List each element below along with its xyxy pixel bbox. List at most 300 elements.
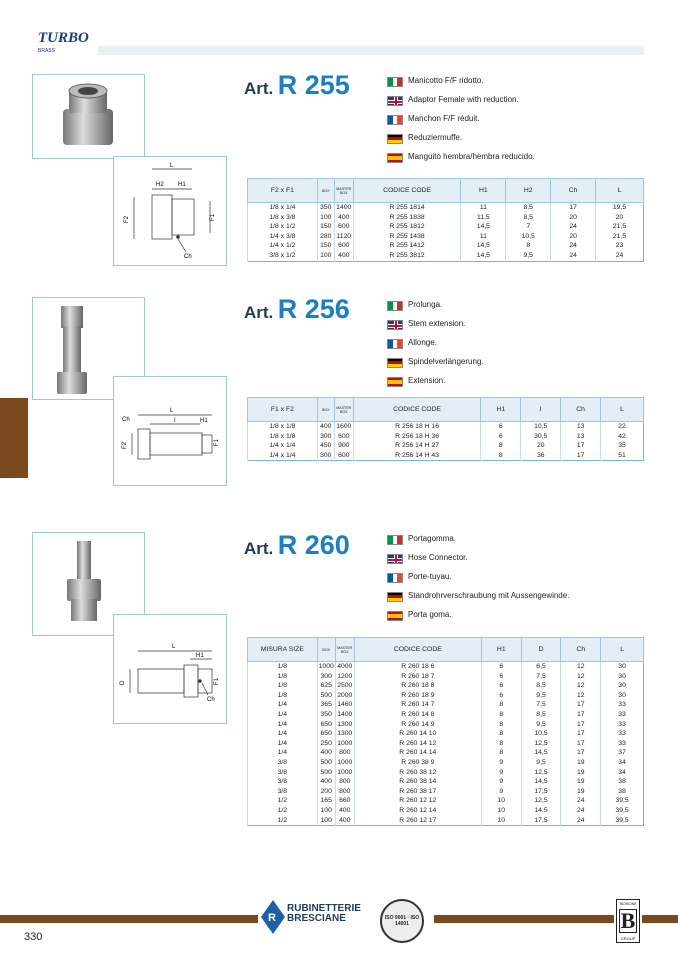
r255-drawing bbox=[114, 157, 226, 265]
table-cell: 1/2 bbox=[248, 816, 318, 826]
logo-sub: BRASS bbox=[38, 48, 55, 54]
table-cell: 350 bbox=[317, 710, 335, 720]
table-cell: 1/4 x 1/4 bbox=[248, 441, 318, 451]
table-cell: 6 bbox=[481, 432, 521, 442]
table-cell: 1/8 bbox=[248, 672, 318, 682]
table-row bbox=[248, 213, 644, 223]
table-cell: 1200 bbox=[337, 672, 353, 680]
table-cell: 200 bbox=[317, 787, 335, 797]
footer-bar-left bbox=[0, 915, 258, 923]
table-cell: 1/8 bbox=[248, 691, 318, 701]
table-cell: 2000 bbox=[337, 691, 353, 699]
table-row bbox=[248, 768, 644, 778]
brand-line1: RUBINETTERIE bbox=[287, 903, 361, 914]
table-cell: 660 bbox=[335, 796, 354, 806]
table-cell: 1000 bbox=[337, 739, 353, 747]
table-cell: 12,5 bbox=[521, 739, 561, 749]
table-cell: 12 bbox=[561, 691, 601, 701]
table-cell: 30 bbox=[601, 672, 644, 682]
table-cell: R 255 1412 bbox=[353, 241, 461, 251]
descriptions-r256 bbox=[387, 296, 484, 391]
table-cell: 6 bbox=[481, 422, 521, 432]
table-row bbox=[248, 222, 644, 232]
table-header-row bbox=[248, 398, 644, 422]
table-cell: 8,5 bbox=[506, 203, 551, 213]
table-cell: 1/4 bbox=[248, 729, 318, 739]
table-cell: 1000 bbox=[337, 758, 353, 766]
spec-table-r256 bbox=[247, 397, 644, 461]
uk-flag-icon bbox=[387, 554, 403, 564]
col-header: Ch bbox=[561, 638, 601, 662]
table-row bbox=[248, 451, 644, 461]
table-header-row bbox=[248, 179, 644, 203]
table-cell: 400 bbox=[317, 777, 335, 787]
table-cell: 100 bbox=[317, 806, 335, 816]
desc-fr: Allonge. bbox=[408, 338, 437, 348]
table-cell: 24 bbox=[551, 251, 596, 261]
col-header: L bbox=[601, 638, 644, 662]
table-cell: 165 bbox=[317, 796, 335, 806]
table-cell: 17 bbox=[551, 203, 596, 213]
dim-f1: F1 bbox=[210, 213, 216, 221]
table-cell: R 260 14 12 bbox=[354, 739, 481, 749]
desc-es: Porta goma. bbox=[408, 610, 452, 620]
table-cell: 500 bbox=[317, 768, 335, 778]
table-cell: 30 bbox=[601, 662, 644, 672]
dim-f1: F1 bbox=[214, 438, 220, 446]
table-row bbox=[248, 816, 644, 826]
r256-drawing bbox=[114, 377, 226, 485]
dim-ch: Ch bbox=[122, 417, 130, 423]
col-header: L bbox=[596, 179, 644, 203]
art-code: R 255 bbox=[277, 70, 350, 100]
table-cell: 8 bbox=[481, 729, 521, 739]
table-cell: 1400 bbox=[336, 204, 352, 211]
table-cell: 1/2 bbox=[248, 796, 318, 806]
table-row bbox=[248, 758, 644, 768]
table-cell: 3/8 bbox=[248, 787, 318, 797]
table-row bbox=[248, 232, 644, 242]
table-cell: 500 bbox=[317, 691, 335, 701]
desc-it: Prolunga. bbox=[408, 300, 443, 310]
table-cell: 10 bbox=[481, 796, 521, 806]
table-cell: 24 bbox=[561, 806, 601, 816]
descriptions-r255 bbox=[387, 72, 535, 167]
table-cell: 7,5 bbox=[521, 700, 561, 710]
art-prefix: Art. bbox=[244, 539, 274, 558]
table-cell: 650 bbox=[317, 720, 335, 730]
turbo-logo bbox=[38, 16, 98, 56]
desc-en: Adaptor Female with reduction. bbox=[408, 95, 519, 105]
table-cell: 1/4 x 1/2 bbox=[248, 241, 318, 251]
table-cell: 800 bbox=[335, 777, 354, 787]
col-header: F1 x F2 bbox=[248, 398, 318, 422]
spain-flag-icon bbox=[387, 153, 403, 163]
table-cell: 1/8 bbox=[248, 681, 318, 691]
art-prefix: Art. bbox=[244, 303, 274, 322]
table-cell: 400 bbox=[317, 422, 334, 432]
table-cell: 250 bbox=[317, 739, 335, 749]
table-cell: 400 bbox=[317, 748, 335, 758]
table-cell: 17,5 bbox=[521, 816, 561, 826]
table-cell: R 260 38 9 bbox=[354, 758, 481, 768]
table-cell: 9 bbox=[481, 758, 521, 768]
table-cell: 33 bbox=[601, 739, 644, 749]
col-header: H1 bbox=[481, 398, 521, 422]
header-bar bbox=[98, 46, 644, 55]
table-cell: 23 bbox=[596, 241, 644, 251]
france-flag-icon bbox=[387, 115, 403, 125]
table-cell: R 256 18 H 16 bbox=[353, 422, 481, 432]
table-cell: 17 bbox=[561, 748, 601, 758]
table-cell: 10,5 bbox=[506, 232, 551, 242]
table-cell: 39,5 bbox=[601, 806, 644, 816]
table-cell: 6 bbox=[481, 672, 521, 682]
table-cell: 10,5 bbox=[521, 729, 561, 739]
table-row bbox=[248, 691, 644, 701]
table-cell: 37 bbox=[601, 748, 644, 758]
col-header: MASTER BOX bbox=[335, 638, 354, 662]
table-cell: R 255 1838 bbox=[353, 213, 461, 223]
table-cell: 34 bbox=[601, 758, 644, 768]
table-cell: R 256 14 H 27 bbox=[353, 441, 481, 451]
table-cell: 1/8 x 1/8 bbox=[248, 432, 318, 442]
table-cell: R 260 14 10 bbox=[354, 729, 481, 739]
table-row bbox=[248, 739, 644, 749]
table-cell: 6 bbox=[481, 681, 521, 691]
seal-text: ISO 9001 · ISO 14001 bbox=[384, 915, 420, 927]
desc-it: Portagomma. bbox=[408, 534, 457, 544]
table-cell: 17 bbox=[561, 700, 601, 710]
table-cell: 300 bbox=[317, 432, 334, 442]
table-cell: 800 bbox=[335, 787, 354, 797]
table-cell: 3/8 x 1/2 bbox=[248, 251, 318, 261]
table-row bbox=[248, 422, 644, 432]
table-cell: 8 bbox=[481, 710, 521, 720]
table-row bbox=[248, 432, 644, 442]
table-body bbox=[248, 662, 644, 826]
table-cell: 600 bbox=[334, 241, 353, 251]
table-cell: 9,5 bbox=[521, 758, 561, 768]
table-cell: 1/8 x 1/2 bbox=[248, 222, 318, 232]
table-cell: 400 bbox=[334, 251, 353, 261]
table-cell: 1400 bbox=[337, 710, 353, 718]
table-cell: R 260 12 17 bbox=[354, 816, 481, 826]
descriptions-r260 bbox=[387, 530, 569, 625]
col-header: CODICE CODE bbox=[353, 179, 461, 203]
table-body bbox=[248, 422, 644, 461]
table-cell: R 260 38 17 bbox=[354, 787, 481, 797]
table-cell: 9,5 bbox=[521, 720, 561, 730]
table-cell: 39,5 bbox=[601, 816, 644, 826]
table-cell: 8,5 bbox=[521, 710, 561, 720]
col-header: H2 bbox=[506, 179, 551, 203]
table-cell: 1/8 x 1/8 bbox=[248, 422, 318, 432]
table-cell: 1120 bbox=[334, 232, 353, 242]
table-cell: 14,5 bbox=[521, 806, 561, 816]
table-cell: R 260 18 7 bbox=[354, 672, 481, 682]
table-cell: 19 bbox=[561, 768, 601, 778]
desc-de: Spindelverlängerung. bbox=[408, 357, 484, 367]
table-cell: 800 bbox=[335, 748, 354, 758]
table-cell: 9 bbox=[481, 787, 521, 797]
table-cell: 1/8 x 3/8 bbox=[248, 213, 318, 223]
table-row bbox=[248, 787, 644, 797]
table-cell: 6,5 bbox=[521, 662, 561, 672]
table-row bbox=[248, 777, 644, 787]
group-letter: B bbox=[620, 908, 636, 933]
germany-flag-icon bbox=[387, 358, 403, 368]
table-cell: 11,5 bbox=[461, 213, 506, 223]
germany-flag-icon bbox=[387, 592, 403, 602]
product-image-r255 bbox=[32, 74, 145, 159]
table-cell: 900 bbox=[334, 441, 353, 451]
table-cell: 21,5 bbox=[596, 222, 644, 232]
table-cell: 600 bbox=[334, 451, 353, 461]
table-cell: 6 bbox=[481, 691, 521, 701]
dim-i: I bbox=[174, 418, 176, 424]
table-cell: 24 bbox=[561, 816, 601, 826]
dim-l: L bbox=[172, 644, 176, 650]
table-cell: 19 bbox=[561, 787, 601, 797]
col-header: BOX bbox=[317, 179, 334, 203]
table-cell: 33 bbox=[601, 700, 644, 710]
bonomi-group-logo bbox=[616, 899, 640, 943]
diagram-r256 bbox=[113, 376, 227, 486]
table-header-row bbox=[248, 638, 644, 662]
desc-it: Manicotto F/F ridotto. bbox=[408, 76, 484, 86]
dim-h1: H1 bbox=[196, 653, 204, 659]
table-cell: 450 bbox=[317, 441, 334, 451]
table-row bbox=[248, 710, 644, 720]
france-flag-icon bbox=[387, 339, 403, 349]
table-cell: 24 bbox=[596, 251, 644, 261]
table-cell: 17 bbox=[561, 720, 601, 730]
table-cell: 150 bbox=[317, 241, 334, 251]
dim-ch: Ch bbox=[184, 254, 192, 260]
dim-f2: F2 bbox=[122, 441, 128, 449]
table-cell: 11 bbox=[461, 203, 506, 213]
table-cell: 1/2 bbox=[248, 806, 318, 816]
table-cell: 650 bbox=[317, 729, 335, 739]
table-cell: 1/4 x 1/4 bbox=[248, 451, 318, 461]
col-header: F2 x F1 bbox=[248, 179, 318, 203]
spain-flag-icon bbox=[387, 377, 403, 387]
table-cell: 100 bbox=[317, 816, 335, 826]
table-cell: R 260 12 12 bbox=[354, 796, 481, 806]
col-header: BOX bbox=[317, 638, 335, 662]
france-flag-icon bbox=[387, 573, 403, 583]
dim-h2: H2 bbox=[156, 182, 164, 188]
table-cell: 300 bbox=[317, 451, 334, 461]
table-cell: 34 bbox=[601, 768, 644, 778]
dim-l: L bbox=[170, 408, 174, 414]
italy-flag-icon bbox=[387, 535, 403, 545]
table-row bbox=[248, 241, 644, 251]
table-cell: 7 bbox=[506, 222, 551, 232]
table-cell: 4000 bbox=[337, 663, 353, 670]
table-cell: 350 bbox=[317, 203, 334, 213]
table-cell: 9 bbox=[481, 777, 521, 787]
col-header: MISURA SIZE bbox=[248, 638, 318, 662]
desc-fr: Porte-tuyau. bbox=[408, 572, 452, 582]
table-cell: 14,5 bbox=[461, 251, 506, 261]
table-cell: 400 bbox=[335, 806, 354, 816]
table-cell: 17 bbox=[561, 441, 601, 451]
table-cell: 600 bbox=[334, 432, 353, 442]
table-cell: 8,5 bbox=[506, 213, 551, 223]
table-cell: 1/4 bbox=[248, 700, 318, 710]
table-cell: 14,5 bbox=[521, 748, 561, 758]
dim-h1: H1 bbox=[200, 418, 208, 424]
table-cell: 1/4 bbox=[248, 748, 318, 758]
table-cell: 13 bbox=[561, 422, 601, 432]
r260-drawing bbox=[114, 615, 226, 723]
table-cell: R 255 1814 bbox=[353, 203, 461, 213]
table-cell: 400 bbox=[335, 816, 354, 826]
table-cell: 17,5 bbox=[521, 787, 561, 797]
table-row bbox=[248, 441, 644, 451]
table-cell: R 260 14 8 bbox=[354, 710, 481, 720]
table-cell: 8 bbox=[506, 241, 551, 251]
page-number: 330 bbox=[24, 931, 43, 943]
dim-f2: F2 bbox=[124, 215, 130, 223]
desc-es: Manguito hembra/hembra reducido. bbox=[408, 152, 535, 162]
table-row bbox=[248, 748, 644, 758]
table-cell: 24 bbox=[551, 241, 596, 251]
table-cell: 11 bbox=[461, 232, 506, 242]
table-row bbox=[248, 729, 644, 739]
r255-photo bbox=[33, 75, 144, 158]
table-cell: 6 bbox=[481, 662, 521, 672]
art-title-r260 bbox=[244, 530, 350, 561]
desc-en: Stem extension. bbox=[408, 319, 466, 329]
table-cell: 39,5 bbox=[601, 796, 644, 806]
brand-name bbox=[287, 904, 361, 924]
table-cell: 20 bbox=[596, 213, 644, 223]
table-cell: 10 bbox=[481, 816, 521, 826]
table-cell: 19 bbox=[561, 758, 601, 768]
table-cell: 2500 bbox=[337, 682, 353, 690]
col-header: MASTER BOX bbox=[334, 179, 353, 203]
col-header: CODICE CODE bbox=[353, 398, 481, 422]
art-code: R 260 bbox=[277, 530, 350, 560]
dim-ch: Ch bbox=[207, 697, 215, 703]
table-cell: 19 bbox=[561, 777, 601, 787]
col-header: BOX bbox=[317, 398, 334, 422]
table-cell: 21,5 bbox=[596, 232, 644, 242]
desc-de: Reduziermuffe. bbox=[408, 133, 463, 143]
dim-l: L bbox=[170, 163, 174, 169]
table-cell: 14,5 bbox=[461, 222, 506, 232]
table-cell: 1/4 x 3/8 bbox=[248, 232, 318, 242]
table-row bbox=[248, 700, 644, 710]
table-cell: 42 bbox=[601, 432, 644, 442]
logo-text: TURBO bbox=[38, 30, 89, 46]
col-header: H1 bbox=[481, 638, 521, 662]
table-cell: 1300 bbox=[337, 720, 353, 728]
table-cell: 22 bbox=[601, 422, 644, 432]
table-cell: 20 bbox=[551, 213, 596, 223]
table-cell: 1300 bbox=[337, 730, 353, 738]
table-cell: 17 bbox=[561, 739, 601, 749]
table-cell: R 260 14 7 bbox=[354, 700, 481, 710]
table-body bbox=[248, 203, 644, 262]
art-prefix: Art. bbox=[244, 79, 274, 98]
footer-bar-end bbox=[642, 915, 678, 923]
table-row bbox=[248, 662, 644, 672]
table-cell: 51 bbox=[601, 451, 644, 461]
table-cell: 12 bbox=[561, 662, 601, 672]
italy-flag-icon bbox=[387, 77, 403, 87]
table-cell: 600 bbox=[334, 222, 353, 232]
col-header: I bbox=[521, 398, 561, 422]
col-header: H1 bbox=[461, 179, 506, 203]
table-cell: 17 bbox=[561, 710, 601, 720]
table-cell: 1600 bbox=[336, 423, 352, 430]
group-top: BONOMI bbox=[619, 901, 637, 906]
table-cell: 13 bbox=[561, 432, 601, 442]
table-cell: 14,5 bbox=[521, 777, 561, 787]
diagram-r260 bbox=[113, 614, 227, 724]
table-cell: 12,5 bbox=[521, 768, 561, 778]
table-cell: 38 bbox=[601, 777, 644, 787]
table-cell: 17 bbox=[561, 729, 601, 739]
art-title-r256 bbox=[244, 294, 350, 325]
table-row bbox=[248, 672, 644, 682]
table-cell: 20 bbox=[551, 232, 596, 242]
table-cell: 280 bbox=[317, 232, 334, 242]
col-header: MASTER BOX bbox=[334, 398, 353, 422]
table-row bbox=[248, 203, 644, 213]
table-cell: 17 bbox=[561, 451, 601, 461]
art-code: R 256 bbox=[277, 294, 350, 324]
table-cell: 14,5 bbox=[461, 241, 506, 251]
table-cell: 33 bbox=[601, 720, 644, 730]
col-header: D bbox=[521, 638, 561, 662]
uk-flag-icon bbox=[387, 96, 403, 106]
table-cell: 1/8 x 1/4 bbox=[248, 203, 318, 213]
table-cell: 9,5 bbox=[506, 251, 551, 261]
table-cell: 8 bbox=[481, 739, 521, 749]
table-cell: 1/8 bbox=[248, 662, 318, 672]
table-cell: 8 bbox=[481, 441, 521, 451]
table-cell: 625 bbox=[317, 681, 335, 691]
art-title-r255 bbox=[244, 70, 350, 101]
footer-bar-right bbox=[434, 915, 614, 923]
rb-logo-icon bbox=[260, 899, 286, 935]
desc-es: Extension. bbox=[408, 376, 446, 386]
table-cell: 12 bbox=[561, 672, 601, 682]
col-header: L bbox=[601, 398, 644, 422]
table-cell: 500 bbox=[317, 758, 335, 768]
uk-flag-icon bbox=[387, 320, 403, 330]
table-cell: 24 bbox=[561, 796, 601, 806]
table-cell: 12 bbox=[561, 681, 601, 691]
table-cell: 365 bbox=[317, 700, 335, 710]
table-cell: 30,5 bbox=[521, 432, 561, 442]
table-cell: R 255 3812 bbox=[353, 251, 461, 261]
table-row bbox=[248, 796, 644, 806]
table-cell: 100 bbox=[317, 213, 334, 223]
table-cell: 400 bbox=[334, 213, 353, 223]
dim-f1: F1 bbox=[214, 677, 220, 685]
table-cell: R 256 14 H 43 bbox=[353, 451, 481, 461]
table-row bbox=[248, 681, 644, 691]
table-cell: 1/4 bbox=[248, 720, 318, 730]
table-cell: 33 bbox=[601, 710, 644, 720]
table-cell: 100 bbox=[317, 251, 334, 261]
